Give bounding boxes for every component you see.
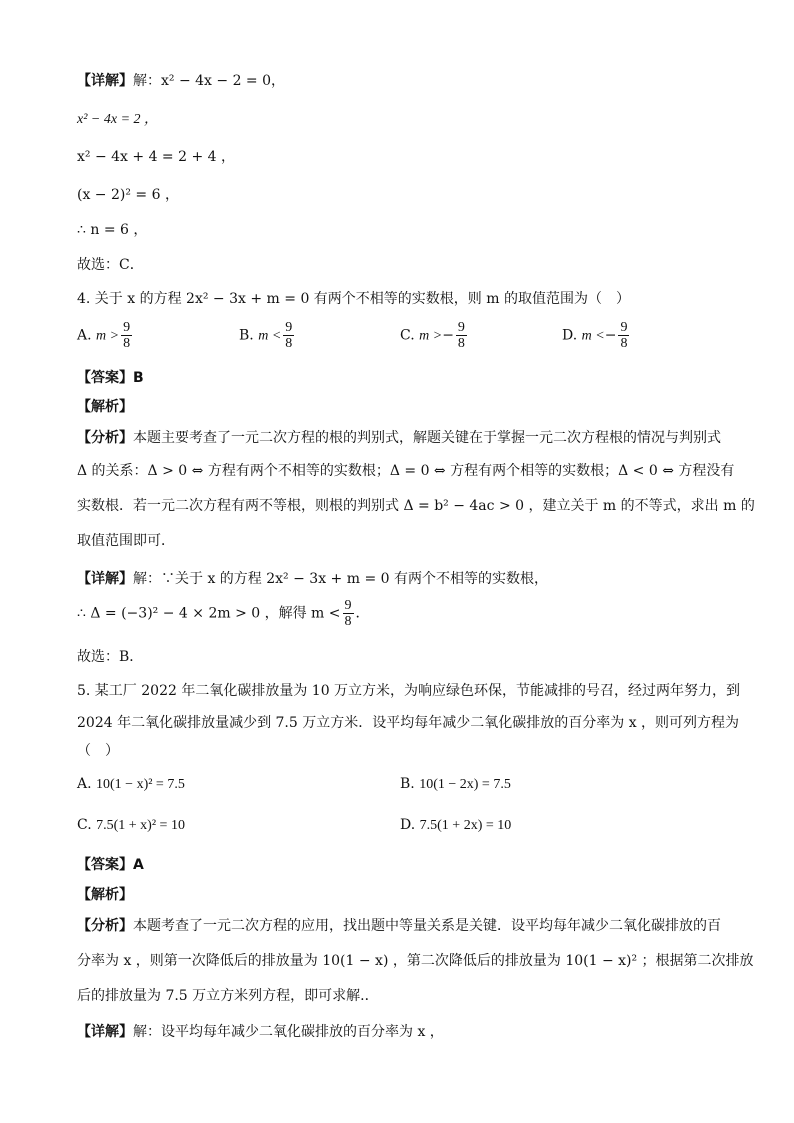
q5-option-c: C. 7.5(1 + x)² = 10 xyxy=(77,817,185,833)
q5-jiexi: 【解析】 xyxy=(77,887,133,903)
q5-analysis-line-2: 分率为 x ，则第一次降低后的排放量为 10(1 − x) ，第二次降低后的排放量为 10(1 − x)² ；根据第二次排放 xyxy=(77,953,754,969)
q4-choice: 故选：B． xyxy=(77,649,144,665)
q3-choice: 故选：C． xyxy=(77,257,144,273)
q5-stem-line-1: 5. 某工厂 2022 年二氧化碳排放量为 10 万立方米，为响应绿色环保，节能减排的号召，经过两年努力，到 xyxy=(77,683,741,699)
q4-option-b: B. m < $\frac{9}{8}$ xyxy=(239,320,293,351)
equation: 解：x² − 4x − 2 = 0， xyxy=(133,73,286,89)
q5-stem-line-2: 2024 年二氧化碳排放量减少到 7.5 万立方米．设平均每年减少二氧化碳排放的百分率为 x ，则可列方程为 xyxy=(77,715,740,731)
q5-option-a: A. 10(1 − x)² = 7.5 xyxy=(77,776,185,792)
q3-detail-line-2: x² − 4x = 2 ， xyxy=(77,112,159,127)
q4-answer: 【答案】B xyxy=(77,370,144,386)
q4-option-c: C. m >− $\frac{9}{8}$ xyxy=(400,320,465,351)
detail-tag: 【详解】 xyxy=(77,73,133,89)
q4-analysis-line-2: Δ 的关系：Δ > 0 ⇔ 方程有两个不相等的实数根；Δ = 0 ⇔ 方程有两个相等的实数根；Δ < 0 ⇔ 方程没有 xyxy=(77,463,735,479)
q3-detail-line-4: (x − 2)² = 6 ， xyxy=(77,187,179,203)
q5-analysis-line-3: 后的排放量为 7.5 万立方米列方程，即可求解.． xyxy=(77,988,379,1004)
q4-analysis-line-3: 实数根．若一元二次方程有两不等根，则根的判别式 Δ = b² − 4ac > 0 ，建立关于 m 的不等式，求出 m 的 xyxy=(77,498,755,514)
q3-detail-line-3: x² − 4x + 4 = 2 + 4 ， xyxy=(77,149,236,165)
q4-analysis-line-4: 取值范围即可． xyxy=(77,533,175,549)
q5-option-d: D. 7.5(1 + 2x) = 10 xyxy=(400,817,512,833)
q5-option-b: B. 10(1 − 2x) = 7.5 xyxy=(400,776,511,792)
q4-stem: 4. 关于 x 的方程 2x² − 3x + m = 0 有两个不相等的实数根，则 m 的取值范围为（ ） xyxy=(77,291,630,307)
q5-detail-line-1: 【详解】解：设平均每年减少二氧化碳排放的百分率为 x ， xyxy=(77,1024,444,1040)
q3-detail-line-5: ∴ n = 6 ， xyxy=(77,222,148,238)
q4-jiexi: 【解析】 xyxy=(77,399,133,415)
q4-detail-line-1: 【详解】解：∵关于 x 的方程 2x² − 3x + m = 0 有两个不相等的实数根， xyxy=(77,571,548,587)
q4-detail-line-2: ∴ Δ = (−3)² − 4 × 2m > 0 ，解得 m < $\frac{9}{8}$ ． xyxy=(77,598,370,629)
q5-stem-line-3: （ ） xyxy=(77,743,119,759)
q4-option-d: D. m <− $\frac{9}{8}$ xyxy=(562,320,628,351)
q5-answer: 【答案】A xyxy=(77,857,144,873)
q3-detail-line-1 xyxy=(77,70,285,90)
q5-analysis-line-1: 【分析】本题考查了一元二次方程的应用，找出题中等量关系是关键．设平均每年减少二氧化碳排放的百 xyxy=(77,918,721,934)
q4-analysis-line-1: 【分析】本题主要考查了一元二次方程的根的判别式，解题关键在于掌握一元二次方程根的情况与判别式 xyxy=(77,430,721,446)
q4-option-a: A. m > $\frac{9}{8}$ xyxy=(77,320,131,351)
